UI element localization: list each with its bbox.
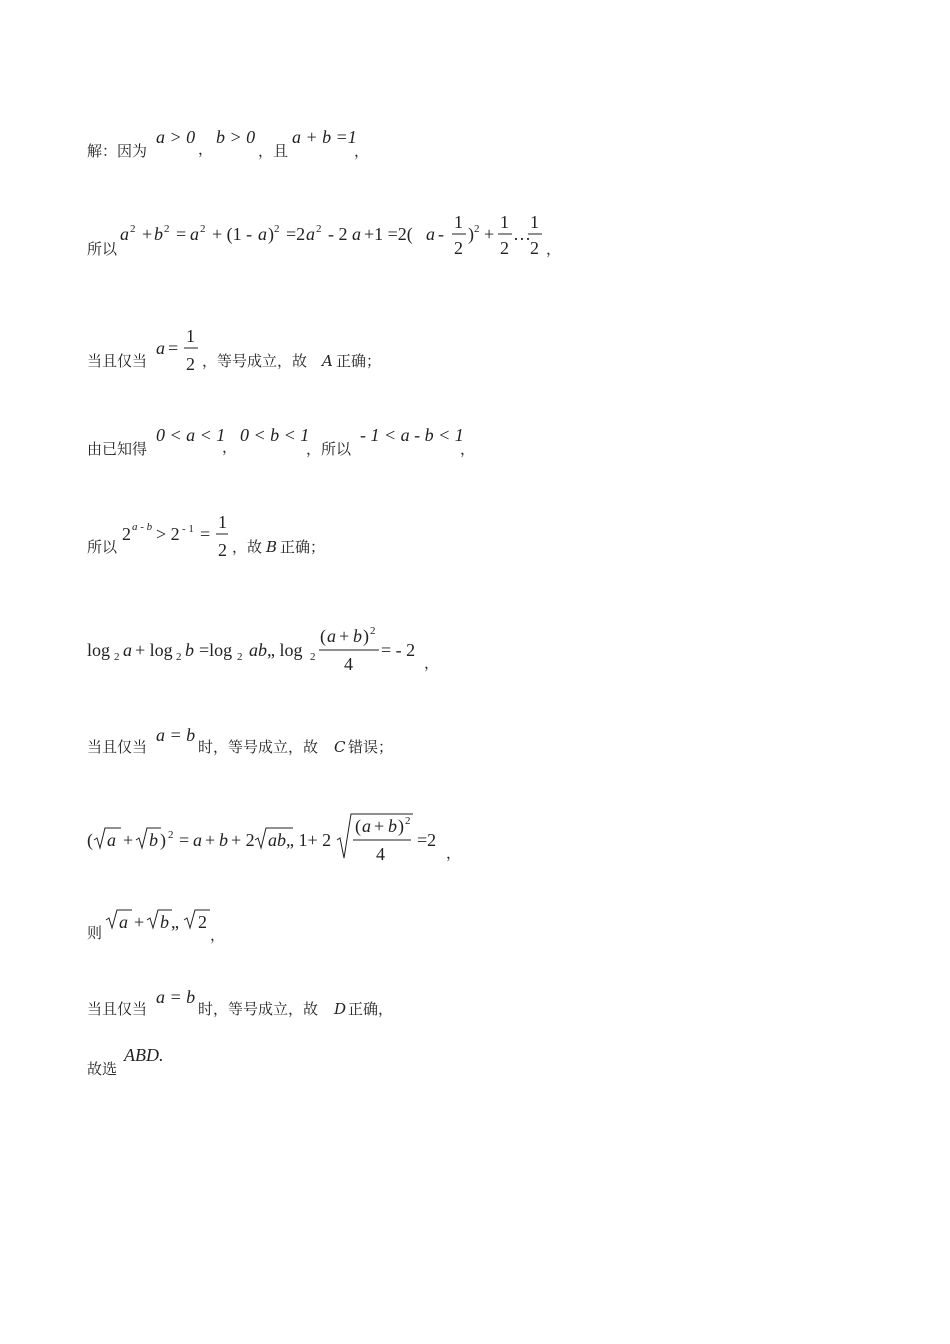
svg-text:1: 1 <box>454 212 463 232</box>
svg-text:2: 2 <box>168 829 174 841</box>
svg-text:a: a <box>107 830 116 850</box>
svg-text:=: = <box>179 830 190 850</box>
text-separator: ， <box>222 438 238 456</box>
text-end: ， <box>460 440 476 458</box>
text-conclusion: 时，等号成立，故 <box>198 1000 319 1018</box>
svg-text:= - 2: = - 2 <box>381 640 416 660</box>
svg-text:=: = <box>176 224 187 244</box>
svg-text:a: a <box>120 224 129 244</box>
text-prefix: 所以 <box>87 240 118 258</box>
text-conclusion: ，等号成立，故 <box>202 352 308 370</box>
svg-text:a: a <box>193 830 202 850</box>
svg-text:2: 2 <box>530 238 539 258</box>
svg-text:2: 2 <box>500 238 509 258</box>
svg-text:b: b <box>149 830 158 850</box>
svg-text:b: b <box>388 816 397 836</box>
svg-text:+: + <box>484 224 495 244</box>
text-prefix: 当且仅当 <box>87 352 148 370</box>
answer-choice: ABD. <box>124 1045 164 1065</box>
svg-text:log: log <box>87 640 111 660</box>
svg-text:ab: ab <box>268 830 286 850</box>
text-end: ， <box>446 844 462 862</box>
svg-text:=2: =2 <box>417 830 437 850</box>
svg-text:2: 2 <box>176 651 182 663</box>
svg-text:+ 2: + 2 <box>231 830 255 850</box>
svg-text:a: a <box>327 626 336 646</box>
svg-text:2: 2 <box>122 524 131 544</box>
formula-difference-range: - 1 < a - b < 1 <box>360 425 464 445</box>
svg-text:2: 2 <box>316 223 322 235</box>
solution-line-5 <box>0 510 950 570</box>
svg-text:2: 2 <box>237 651 243 663</box>
formula-sqrt-sum-square <box>87 810 447 866</box>
svg-text:4: 4 <box>376 844 385 864</box>
svg-text:2: 2 <box>310 651 316 663</box>
text-end: ， <box>546 240 562 258</box>
svg-text:> 2: > 2 <box>156 524 180 544</box>
text-separator: ， <box>198 140 214 158</box>
svg-text:=log: =log <box>199 640 233 660</box>
svg-text:1: 1 <box>218 512 227 532</box>
formula-power-inequality <box>122 510 232 566</box>
svg-text:b: b <box>185 640 194 660</box>
formula-sum-one: a + b =1 <box>292 127 357 147</box>
svg-text:=2: =2 <box>286 224 306 244</box>
svg-text:+1 =2(: +1 =2( <box>364 224 413 244</box>
svg-text:): ) <box>363 626 369 646</box>
svg-text:a: a <box>123 640 132 660</box>
svg-text:a: a <box>156 338 165 358</box>
svg-text:2: 2 <box>200 223 206 235</box>
svg-text:): ) <box>398 816 404 836</box>
text-conclusion: ，故 <box>232 538 263 556</box>
svg-text:b: b <box>154 224 163 244</box>
svg-text:2: 2 <box>405 815 411 827</box>
formula-a-positive: a > 0 <box>156 127 196 147</box>
text-end: ， <box>424 654 440 672</box>
svg-text:-: - <box>438 224 444 244</box>
formula-log-inequality <box>87 620 427 676</box>
solution-line-1 <box>0 120 950 180</box>
text-prefix: 则 <box>87 924 103 942</box>
svg-text:b: b <box>353 626 362 646</box>
svg-text:1: 1 <box>186 326 195 346</box>
option-label: C <box>334 738 346 756</box>
solution-line-11 <box>0 1044 950 1104</box>
text-end: ， <box>210 926 226 944</box>
svg-text:2: 2 <box>218 540 227 560</box>
formula-sqrt-bound <box>104 902 214 942</box>
text-prefix: 所以 <box>87 538 118 556</box>
formula-a-equals-b: a = b <box>156 725 196 745</box>
svg-text:…: … <box>513 224 531 244</box>
text-prefix: 由已知得 <box>87 440 148 458</box>
svg-text:2: 2 <box>198 912 207 932</box>
text-verdict: 正确， <box>348 1000 394 1018</box>
svg-text:a: a <box>352 224 361 244</box>
text-separator: ，所以 <box>306 440 352 458</box>
svg-text:): ) <box>160 830 166 850</box>
svg-text:2: 2 <box>474 223 480 235</box>
solution-line-2 <box>0 206 950 266</box>
solution-line-8 <box>0 810 950 870</box>
svg-text:a: a <box>306 224 315 244</box>
solution-line-7 <box>0 722 950 782</box>
solution-line-10 <box>0 984 950 1044</box>
svg-text:- 2: - 2 <box>328 224 348 244</box>
svg-text:2: 2 <box>274 223 280 235</box>
svg-text:a - b: a - b <box>132 521 153 533</box>
svg-text:a: a <box>119 912 128 932</box>
svg-text:„: „ <box>171 912 179 932</box>
svg-text:2: 2 <box>370 625 376 637</box>
svg-text:a: a <box>258 224 267 244</box>
svg-text:ab: ab <box>249 640 267 660</box>
solution-line-4 <box>0 420 950 480</box>
text-end: ， <box>354 142 370 160</box>
option-label: D <box>334 1000 347 1018</box>
svg-text:a: a <box>362 816 371 836</box>
svg-text:): ) <box>268 224 274 244</box>
svg-text:+: + <box>123 830 134 850</box>
text-verdict: 错误； <box>348 738 394 756</box>
svg-text:„ log: „ log <box>267 640 303 660</box>
svg-text:2: 2 <box>186 354 195 374</box>
svg-text:4: 4 <box>344 654 353 674</box>
text-verdict: 正确； <box>280 538 326 556</box>
text-verdict: 正确； <box>336 352 382 370</box>
solution-line-3 <box>0 322 950 382</box>
formula-b-range: 0 < b < 1 <box>240 425 310 445</box>
svg-text:+: + <box>205 830 216 850</box>
svg-text:- 1: - 1 <box>182 523 194 535</box>
svg-text:2: 2 <box>454 238 463 258</box>
svg-text:+: + <box>134 912 145 932</box>
svg-text:=: = <box>168 338 179 358</box>
svg-text:„ 1+ 2: „ 1+ 2 <box>286 830 332 850</box>
text-prefix: 故选 <box>87 1060 118 1078</box>
svg-text:b: b <box>160 912 169 932</box>
text-prefix: 解：因为 <box>87 142 148 160</box>
svg-text:2: 2 <box>130 223 136 235</box>
svg-text:1: 1 <box>500 212 509 232</box>
svg-text:): ) <box>468 224 474 244</box>
svg-text:+ log: + log <box>135 640 173 660</box>
svg-text:1: 1 <box>530 212 539 232</box>
svg-text:b: b <box>219 830 228 850</box>
svg-text:a: a <box>190 224 199 244</box>
text-separator: ，且 <box>258 142 289 160</box>
svg-text:2: 2 <box>114 651 120 663</box>
formula-a-half <box>156 322 202 378</box>
svg-text:+: + <box>374 816 385 836</box>
text-conclusion: 时，等号成立，故 <box>198 738 319 756</box>
option-label: A <box>322 352 333 370</box>
svg-text:(: ( <box>320 626 326 646</box>
solution-line-9 <box>0 902 950 962</box>
svg-text:+: + <box>339 626 350 646</box>
solution-line-6 <box>0 620 950 680</box>
text-prefix: 当且仅当 <box>87 738 148 756</box>
formula-square-sum-inequality <box>120 206 550 266</box>
svg-text:a: a <box>426 224 435 244</box>
svg-text:+ (1 -: + (1 - <box>212 224 253 244</box>
svg-text:(: ( <box>355 816 361 836</box>
svg-text:+: + <box>142 224 153 244</box>
formula-a-equals-b: a = b <box>156 987 196 1007</box>
svg-text:2: 2 <box>164 223 170 235</box>
text-prefix: 当且仅当 <box>87 1000 148 1018</box>
svg-text:=: = <box>200 524 211 544</box>
svg-text:(: ( <box>87 830 93 850</box>
formula-a-range: 0 < a < 1 <box>156 425 226 445</box>
option-label: B <box>266 538 278 556</box>
formula-b-positive: b > 0 <box>216 127 256 147</box>
